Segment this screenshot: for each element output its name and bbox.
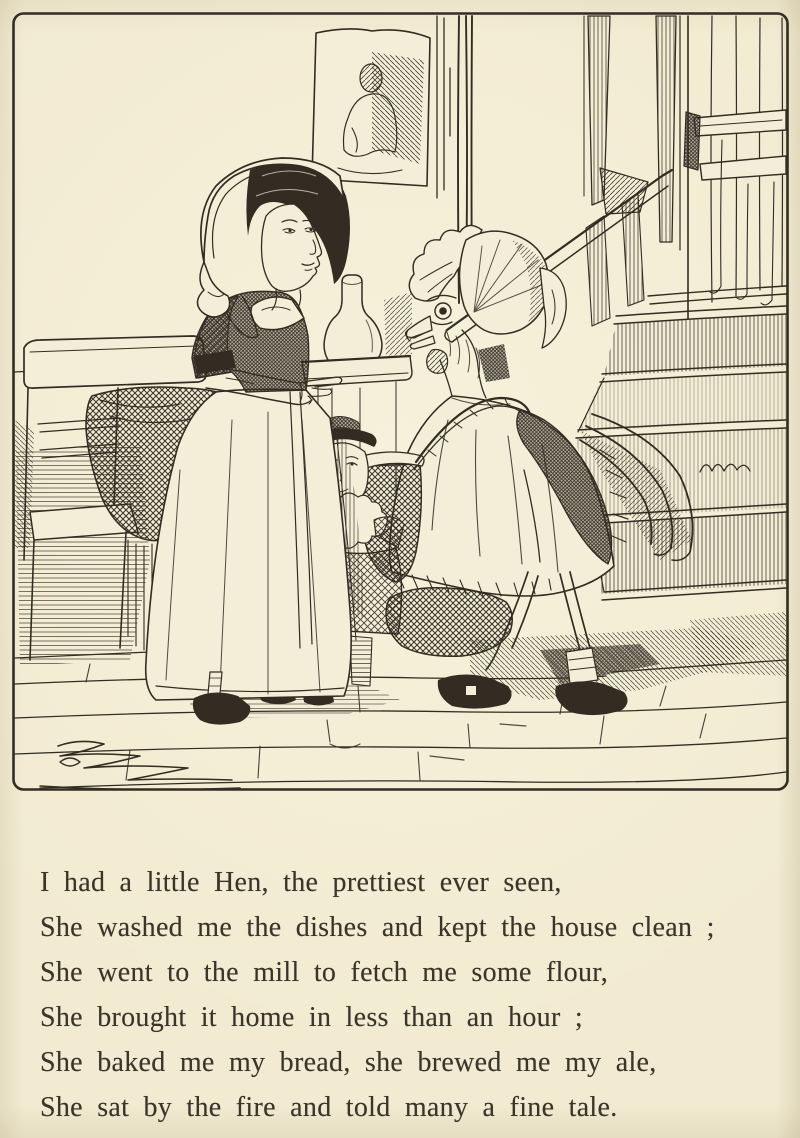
picture-frame [312,29,430,186]
hinge-block [684,112,700,170]
floor-basket [386,588,512,657]
poem-line-5: She baked me my bread, she brewed me my ale, [40,1047,657,1078]
poem [40,860,715,1130]
hen-cap [409,225,566,348]
poem-line-1: I had a little Hen, the prettiest ever seen, [40,867,562,898]
poem-line-6: She sat by the fire and told many a fine tale. [40,1092,618,1123]
poem-line-3: She went to the mill to fetch me some flour, [40,957,609,988]
poem-line-4: She brought it home in less than an hour ; [40,1002,583,1033]
hen-wattle [427,350,448,374]
hen-head [406,295,457,373]
bottle [324,275,382,368]
poem-line-2: She washed me the dishes and kept the house clean ; [40,912,715,943]
